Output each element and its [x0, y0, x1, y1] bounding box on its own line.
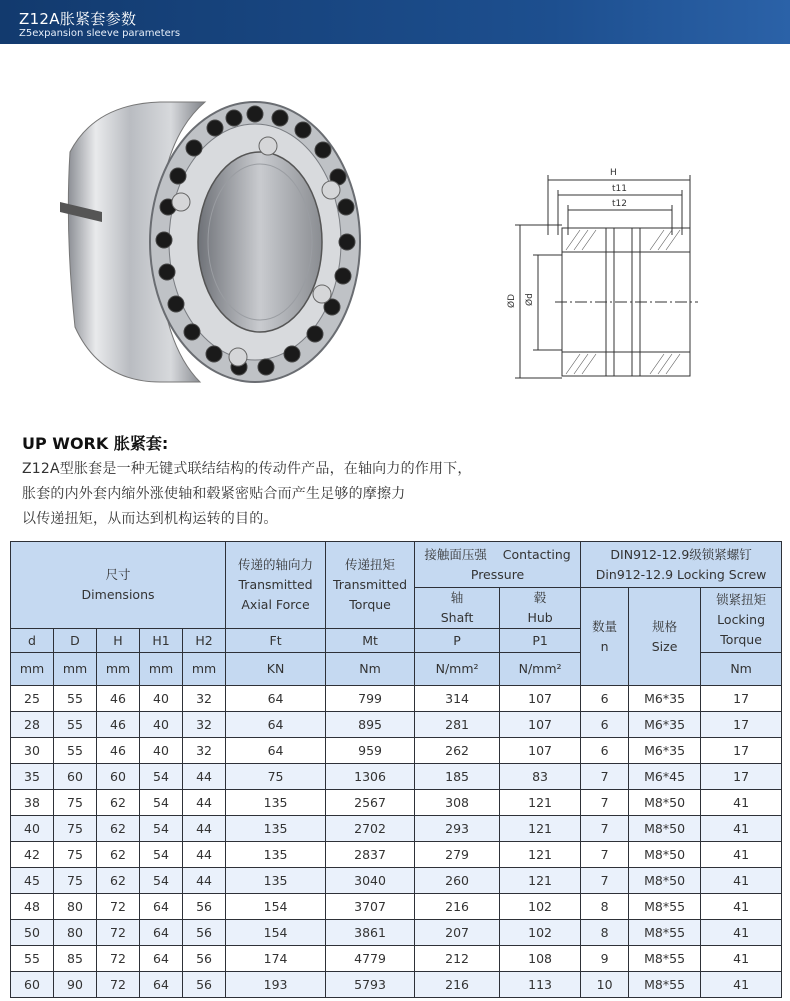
cell-D: 90	[54, 972, 97, 998]
cell-n: 6	[581, 686, 629, 712]
cell-n: 10	[581, 972, 629, 998]
cell-torque: 41	[701, 894, 782, 920]
header-torque: 传递扭矩 Transmitted Torque	[326, 542, 415, 629]
header-pressure: 接触面压强 Contacting Pressure	[415, 542, 581, 588]
cell-H1: 64	[140, 946, 183, 972]
cell-mt: 5793	[326, 972, 415, 998]
cell-size: M8*50	[629, 842, 701, 868]
cell-H: 62	[97, 868, 140, 894]
cell-torque: 17	[701, 764, 782, 790]
cell-D: 75	[54, 868, 97, 894]
symbol-cell: H	[97, 629, 140, 653]
table-body	[11, 686, 782, 998]
cell-H: 72	[97, 894, 140, 920]
unit-cell: Nm	[701, 653, 782, 686]
dim-label-t12: t12	[612, 199, 627, 209]
cell-p: 308	[415, 790, 500, 816]
dim-label-t11: t11	[612, 184, 627, 194]
banner-title-cn: Z12A胀紧套参数	[19, 10, 137, 28]
cell-H: 46	[97, 686, 140, 712]
dim-label-d: Ød	[525, 293, 535, 306]
table-row	[11, 972, 782, 998]
cell-p: 279	[415, 842, 500, 868]
dim-label-D: ØD	[507, 293, 517, 308]
cell-mt: 799	[326, 686, 415, 712]
table-row	[11, 946, 782, 972]
technical-drawing	[500, 160, 700, 385]
header-size: 规格 Size	[629, 588, 701, 686]
cell-mt: 1306	[326, 764, 415, 790]
header-quantity: 数量 n	[581, 588, 629, 686]
cell-ft: 135	[226, 868, 326, 894]
symbol-cell: Ft	[226, 629, 326, 653]
cell-p1: 121	[500, 816, 581, 842]
cell-D: 55	[54, 686, 97, 712]
cell-p1: 107	[500, 738, 581, 764]
cell-ft: 193	[226, 972, 326, 998]
cell-H: 72	[97, 972, 140, 998]
cell-H2: 32	[183, 712, 226, 738]
table-row	[11, 764, 782, 790]
cell-D: 75	[54, 842, 97, 868]
cell-p: 293	[415, 816, 500, 842]
cell-p: 314	[415, 686, 500, 712]
cell-H2: 44	[183, 868, 226, 894]
cell-size: M8*55	[629, 894, 701, 920]
cell-H: 60	[97, 764, 140, 790]
cell-D: 80	[54, 894, 97, 920]
cell-p: 216	[415, 972, 500, 998]
cell-p: 260	[415, 868, 500, 894]
cell-n: 7	[581, 790, 629, 816]
cell-D: 75	[54, 790, 97, 816]
cell-d: 40	[11, 816, 54, 842]
table-row	[11, 842, 782, 868]
cell-p: 216	[415, 894, 500, 920]
cell-mt: 3707	[326, 894, 415, 920]
cell-size: M8*55	[629, 946, 701, 972]
cell-H2: 56	[183, 894, 226, 920]
cell-d: 38	[11, 790, 54, 816]
cell-n: 7	[581, 764, 629, 790]
cell-H1: 54	[140, 868, 183, 894]
cell-H2: 44	[183, 842, 226, 868]
cell-p: 212	[415, 946, 500, 972]
cell-mt: 2702	[326, 816, 415, 842]
cell-H: 46	[97, 738, 140, 764]
symbol-cell: H2	[183, 629, 226, 653]
table-row	[11, 894, 782, 920]
cell-torque: 41	[701, 920, 782, 946]
cell-p1: 107	[500, 712, 581, 738]
table-row	[11, 868, 782, 894]
cell-p1: 83	[500, 764, 581, 790]
cell-size: M8*50	[629, 816, 701, 842]
cell-mt: 3861	[326, 920, 415, 946]
unit-cell: mm	[97, 653, 140, 686]
cell-H: 72	[97, 920, 140, 946]
cell-H1: 40	[140, 686, 183, 712]
cell-size: M6*35	[629, 712, 701, 738]
cell-H2: 44	[183, 790, 226, 816]
cell-torque: 41	[701, 790, 782, 816]
cell-H1: 40	[140, 738, 183, 764]
cell-ft: 64	[226, 738, 326, 764]
unit-cell: mm	[11, 653, 54, 686]
cell-torque: 17	[701, 686, 782, 712]
header-shaft: 轴 Shaft	[415, 588, 500, 629]
cell-p: 281	[415, 712, 500, 738]
banner-title-en: Z5expansion sleeve parameters	[19, 28, 181, 39]
cell-d: 45	[11, 868, 54, 894]
cell-H2: 32	[183, 686, 226, 712]
intro-heading: UP WORK 胀紧套:	[22, 434, 169, 453]
header-dimensions: 尺寸 Dimensions	[11, 542, 226, 629]
cell-p1: 107	[500, 686, 581, 712]
cell-p1: 102	[500, 920, 581, 946]
table-row	[11, 920, 782, 946]
cell-torque: 41	[701, 972, 782, 998]
table-row	[11, 790, 782, 816]
header-banner	[0, 0, 790, 44]
cell-d: 48	[11, 894, 54, 920]
cell-d: 60	[11, 972, 54, 998]
cell-ft: 135	[226, 816, 326, 842]
cell-d: 50	[11, 920, 54, 946]
symbol-cell: P	[415, 629, 500, 653]
cell-size: M6*45	[629, 764, 701, 790]
symbol-cell: Mt	[326, 629, 415, 653]
cell-H2: 56	[183, 972, 226, 998]
cell-ft: 154	[226, 920, 326, 946]
cell-n: 8	[581, 894, 629, 920]
cell-ft: 154	[226, 894, 326, 920]
header-locking-screw: DIN912-12.9级锁紧螺钉 Din912-12.9 Locking Screw	[581, 542, 782, 588]
cell-H1: 54	[140, 816, 183, 842]
cell-d: 42	[11, 842, 54, 868]
cell-n: 6	[581, 738, 629, 764]
cell-H1: 64	[140, 894, 183, 920]
cell-d: 25	[11, 686, 54, 712]
header-axial-force: 传递的轴向力 Transmitted Axial Force	[226, 542, 326, 629]
cell-ft: 75	[226, 764, 326, 790]
cell-H: 62	[97, 842, 140, 868]
cell-p1: 113	[500, 972, 581, 998]
cell-mt: 2567	[326, 790, 415, 816]
cell-H1: 54	[140, 842, 183, 868]
product-photo	[40, 82, 370, 392]
cell-size: M8*55	[629, 972, 701, 998]
cell-D: 85	[54, 946, 97, 972]
intro-line-2: 胀套的内外套内缩外涨使轴和毂紧密贴合而产生足够的摩擦力	[22, 486, 406, 502]
cell-torque: 17	[701, 712, 782, 738]
cell-torque: 41	[701, 816, 782, 842]
cell-n: 6	[581, 712, 629, 738]
cell-ft: 174	[226, 946, 326, 972]
cell-H: 62	[97, 790, 140, 816]
cell-H1: 54	[140, 764, 183, 790]
cell-D: 60	[54, 764, 97, 790]
cell-ft: 64	[226, 686, 326, 712]
cell-n: 7	[581, 868, 629, 894]
cell-size: M6*35	[629, 738, 701, 764]
cell-p: 207	[415, 920, 500, 946]
cell-p1: 121	[500, 790, 581, 816]
dim-label-H: H	[610, 168, 617, 178]
cell-size: M6*35	[629, 686, 701, 712]
cell-H: 46	[97, 712, 140, 738]
unit-cell: mm	[183, 653, 226, 686]
intro-line-3: 以传递扭矩，从而达到机构运转的目的。	[22, 511, 278, 527]
cell-D: 80	[54, 920, 97, 946]
cell-ft: 135	[226, 842, 326, 868]
table-row	[11, 686, 782, 712]
cell-H: 72	[97, 946, 140, 972]
cell-p1: 108	[500, 946, 581, 972]
unit-cell: N/mm²	[500, 653, 581, 686]
cell-p1: 121	[500, 868, 581, 894]
cell-p: 262	[415, 738, 500, 764]
table-row	[11, 738, 782, 764]
cell-d: 35	[11, 764, 54, 790]
cell-H1: 64	[140, 972, 183, 998]
cell-n: 9	[581, 946, 629, 972]
symbol-cell: d	[11, 629, 54, 653]
cell-D: 55	[54, 712, 97, 738]
cell-H1: 40	[140, 712, 183, 738]
cell-n: 7	[581, 842, 629, 868]
cell-torque: 41	[701, 842, 782, 868]
symbol-cell: P1	[500, 629, 581, 653]
table-row	[11, 712, 782, 738]
cell-mt: 959	[326, 738, 415, 764]
cell-H2: 32	[183, 738, 226, 764]
cell-d: 55	[11, 946, 54, 972]
header-locking-torque: 锁紧扭矩 Locking Torque	[701, 588, 782, 653]
table-row	[11, 816, 782, 842]
unit-cell: N/mm²	[415, 653, 500, 686]
cell-n: 7	[581, 816, 629, 842]
intro-line-1: Z12A型胀套是一种无键式联结结构的传动件产品，在轴向力的作用下，	[22, 461, 472, 477]
cell-torque: 41	[701, 868, 782, 894]
unit-cell: mm	[54, 653, 97, 686]
cell-torque: 17	[701, 738, 782, 764]
symbol-cell: H1	[140, 629, 183, 653]
cell-H1: 64	[140, 920, 183, 946]
cell-p1: 102	[500, 894, 581, 920]
cell-ft: 64	[226, 712, 326, 738]
cell-H2: 44	[183, 764, 226, 790]
cell-mt: 3040	[326, 868, 415, 894]
cell-H2: 44	[183, 816, 226, 842]
cell-d: 30	[11, 738, 54, 764]
symbol-cell: D	[54, 629, 97, 653]
cell-p: 185	[415, 764, 500, 790]
unit-cell: mm	[140, 653, 183, 686]
cell-size: M8*50	[629, 868, 701, 894]
cell-D: 75	[54, 816, 97, 842]
cell-mt: 4779	[326, 946, 415, 972]
cell-H2: 56	[183, 946, 226, 972]
spec-table	[10, 541, 782, 998]
cell-p1: 121	[500, 842, 581, 868]
cell-size: M8*50	[629, 790, 701, 816]
cell-H: 62	[97, 816, 140, 842]
cell-mt: 2837	[326, 842, 415, 868]
unit-cell: Nm	[326, 653, 415, 686]
cell-D: 55	[54, 738, 97, 764]
cell-H1: 54	[140, 790, 183, 816]
cell-torque: 41	[701, 946, 782, 972]
cell-size: M8*55	[629, 920, 701, 946]
cell-n: 8	[581, 920, 629, 946]
cell-d: 28	[11, 712, 54, 738]
cell-H2: 56	[183, 920, 226, 946]
header-hub: 毂 Hub	[500, 588, 581, 629]
cell-ft: 135	[226, 790, 326, 816]
unit-cell: KN	[226, 653, 326, 686]
cell-mt: 895	[326, 712, 415, 738]
